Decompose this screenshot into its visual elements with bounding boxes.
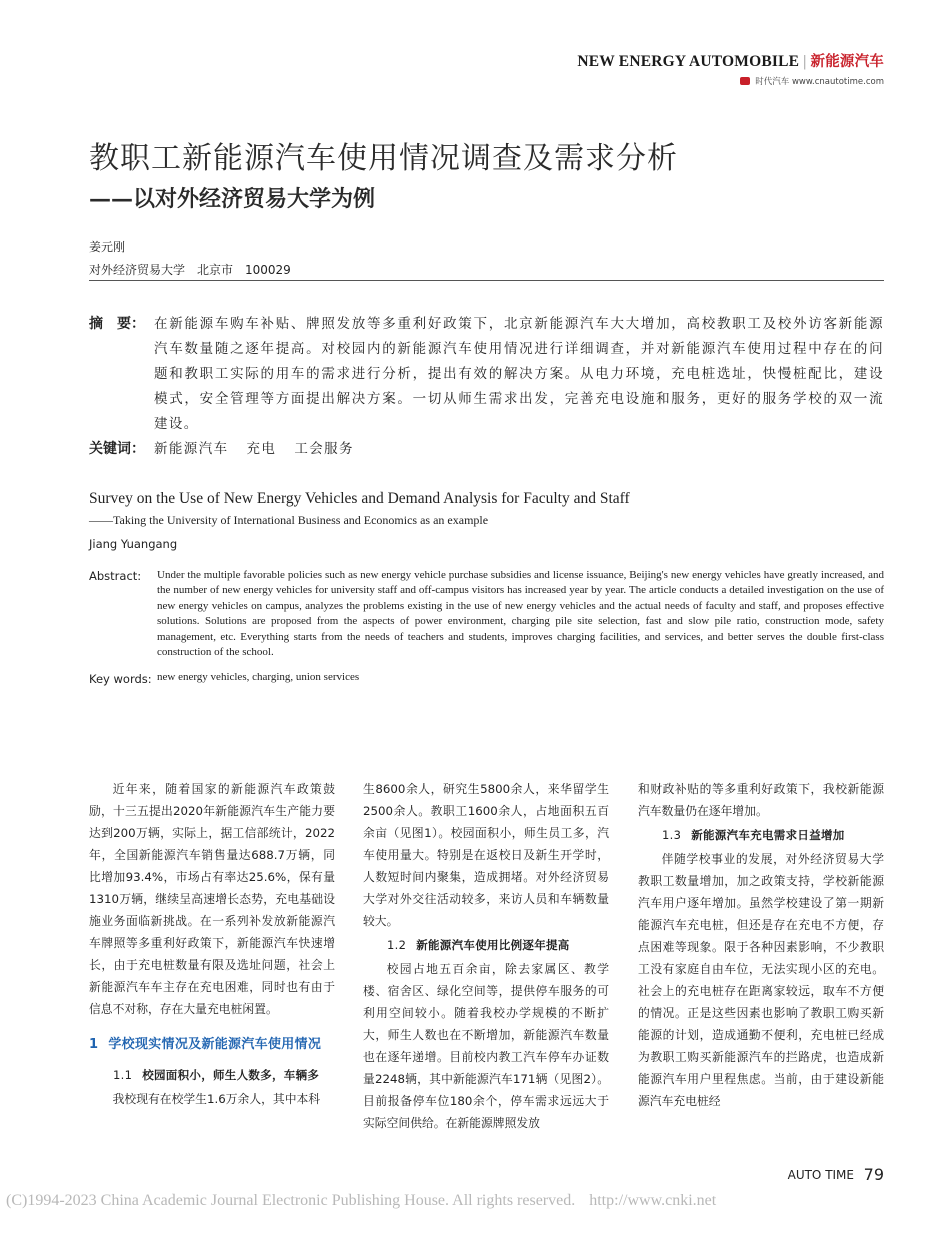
brand-separator: | bbox=[803, 53, 807, 70]
english-abstract-text: Under the multiple favorable policies such as new energy vehicle purchase subsidies and license issuance, Beijing's new energy vehicles have greatly increased, and the number of new energy vehicles for university staff and off-campus visitors has increased year by year. The article conducts a detailed investigation on the use of new energy vehicles on campus, analyzes the problems existing in the use of new energy vehicles and the actual needs of faculty and staff, and proposes effective solutions. Solutions are proposed from the aspects of power environment, charging pile site selection, fast and slow pile ratio, construction mode, safety management, etc. Everything starts from the needs of teachers and students, improves charging facilities, and services, and better serves the double first-class construction of the school. bbox=[157, 569, 884, 659]
copyright-text: (C)1994-2023 China Academic Journal Electronic Publishing House. All rights reserved. bbox=[6, 1192, 576, 1209]
section-number: 1 bbox=[89, 1037, 99, 1052]
affiliation: 对外经济贸易大学 北京市 100029 bbox=[89, 263, 291, 277]
magazine-name: 时代汽车 www.cnautotime.com bbox=[755, 77, 884, 87]
journal-brand bbox=[577, 50, 884, 71]
keyword: 工会服务 bbox=[294, 441, 354, 457]
article-title: 教职工新能源汽车使用情况调查及需求分析 bbox=[89, 141, 678, 176]
author: 姜元刚 bbox=[89, 240, 126, 254]
keywords-label: 关键词： bbox=[89, 441, 145, 457]
body-column-3 bbox=[638, 778, 884, 1112]
paragraph: 校园占地五百余亩，除去家属区、教学楼、宿舍区、绿化空间等，提供停车服务的可利用空间较小。随着我校办学规模的不断扩大，师生人数也在不断增加，新能源汽车数量也在逐年递增。目前校内教工汽车停车办证数量2248辆，其中新能源汽车171辆（见图2）。目前报备停车位180余个，停车需求远远大于实际空间供给。在新能源牌照发放 bbox=[363, 962, 609, 1130]
abstract-label: 摘 要： bbox=[89, 316, 145, 332]
english-keywords-label: Key words: bbox=[89, 672, 152, 686]
english-subtitle: ——Taking the University of International Business and Economics as an example bbox=[89, 513, 489, 527]
brand-english: NEW ENERGY AUTOMOBILE bbox=[577, 53, 800, 70]
subsection-title: 新能源汽车使用比例逐年提高 bbox=[416, 938, 570, 952]
body-column-1 bbox=[89, 778, 335, 1110]
keywords-list bbox=[154, 437, 372, 462]
english-abstract-label: Abstract: bbox=[89, 569, 142, 583]
section-title: 学校现实情况及新能源汽车使用情况 bbox=[108, 1037, 322, 1052]
abstract-text: 在新能源车购车补贴、牌照发放等多重利好政策下，北京新能源汽车大大增加，高校教职工及校外访客新能源汽车数量随之逐年提高。对校园内的新能源汽车使用情况进行详细调查，并对新能源汽车使用过程中存在的问题和教职工实际的用车的需求进行分析，提出有效的解决方案。从电力环境，充电桩选址，快慢桩配比，建设模式，安全管理等方面提出解决方案。一切从师生需求出发，完善充电设施和服务，更好的服务学校的双一流建设。 bbox=[154, 316, 884, 432]
subsection-heading bbox=[363, 934, 609, 956]
english-author: Jiang Yuangang bbox=[89, 537, 178, 551]
subsection-number: 1.2 bbox=[387, 938, 407, 952]
subsection-title: 校园面积小，师生人数多，车辆多 bbox=[142, 1068, 320, 1082]
keyword: 充电 bbox=[246, 441, 277, 457]
paragraph: 生8600余人，研究生5800余人，来华留学生2500余人。教职工1600余人，占地面积五百余亩（见图1）。校园面积小，师生员工多，汽车使用量大。特别是在返校日及新生开学时，人数短时间内聚集，造成拥堵。对外经济贸易大学对外交往活动较多，来访人员和车辆数量较大。 bbox=[363, 782, 609, 928]
subsection-number: 1.1 bbox=[113, 1068, 133, 1082]
magazine-logo-icon bbox=[740, 77, 750, 85]
subsection-title: 新能源汽车充电需求日益增加 bbox=[691, 828, 845, 842]
brand-chinese: 新能源汽车 bbox=[810, 54, 884, 70]
divider bbox=[89, 280, 884, 281]
page-number: 79 bbox=[863, 1165, 884, 1184]
article-subtitle: ——以对外经济贸易大学为例 bbox=[89, 186, 376, 212]
paragraph: 我校现有在校学生1.6万余人，其中本科 bbox=[112, 1092, 321, 1106]
copyright-notice bbox=[6, 1192, 716, 1210]
footer-journal: AUTO TIME bbox=[787, 1168, 854, 1182]
copyright-url: http://www.cnki.net bbox=[589, 1192, 717, 1209]
paragraph: 和财政补贴的等多重利好政策下，我校新能源汽车数量仍在逐年增加。 bbox=[638, 782, 884, 818]
english-title: Survey on the Use of New Energy Vehicles and Demand Analysis for Faculty and Staff bbox=[89, 490, 630, 507]
paragraph: 伴随学校事业的发展，对外经济贸易大学教职工数量增加，加之政策支持，学校新能源汽车用户逐年增加。虽然学校建设了第一期新能源汽车充电桩，但还是存在充电不方便，存点困难等现象。限于各种因素影响，不少教职工没有家庭自由车位，无法实现小区的充电。社会上的充电桩存在距离家较远，取车不方便的情况。正是这些因素也影响了教职工购买新能源的计划，造成通勤不便利，充电桩已经成为教职工购买新能源汽车的拦路虎，也造成新能源汽车用户里程焦虑。当前，由于建设新能源汽车充电桩经 bbox=[638, 852, 884, 1108]
magazine-line bbox=[740, 75, 884, 87]
keyword: 新能源汽车 bbox=[154, 441, 229, 457]
subsection-number: 1.3 bbox=[662, 828, 682, 842]
section-heading bbox=[89, 1034, 335, 1056]
body-column-2 bbox=[363, 778, 609, 1134]
paragraph: 近年来，随着国家的新能源汽车政策鼓励，十三五提出2020年新能源汽车生产能力要达到200万辆，实际上，据工信部统计，2022年，全国新能源汽车销售量达688.7万辆，同比增加93.4%，市场占有率达25.6%，保有量1310万辆，继续呈高速增长态势，充电基础设施业务面临新挑战。在一系列补发放新能源汽车牌照等多重利好政策下，新能源汽车快速增长，由于充电桩数量有限及选址问题，社会上新能源汽车车主存在充电困难，同时也有由于信息不对称，存在大量充电桩闲置。 bbox=[89, 782, 335, 1016]
english-keywords-text: new energy vehicles, charging, union services bbox=[157, 671, 360, 683]
subsection-heading bbox=[89, 1064, 335, 1086]
subsection-heading bbox=[638, 824, 884, 846]
